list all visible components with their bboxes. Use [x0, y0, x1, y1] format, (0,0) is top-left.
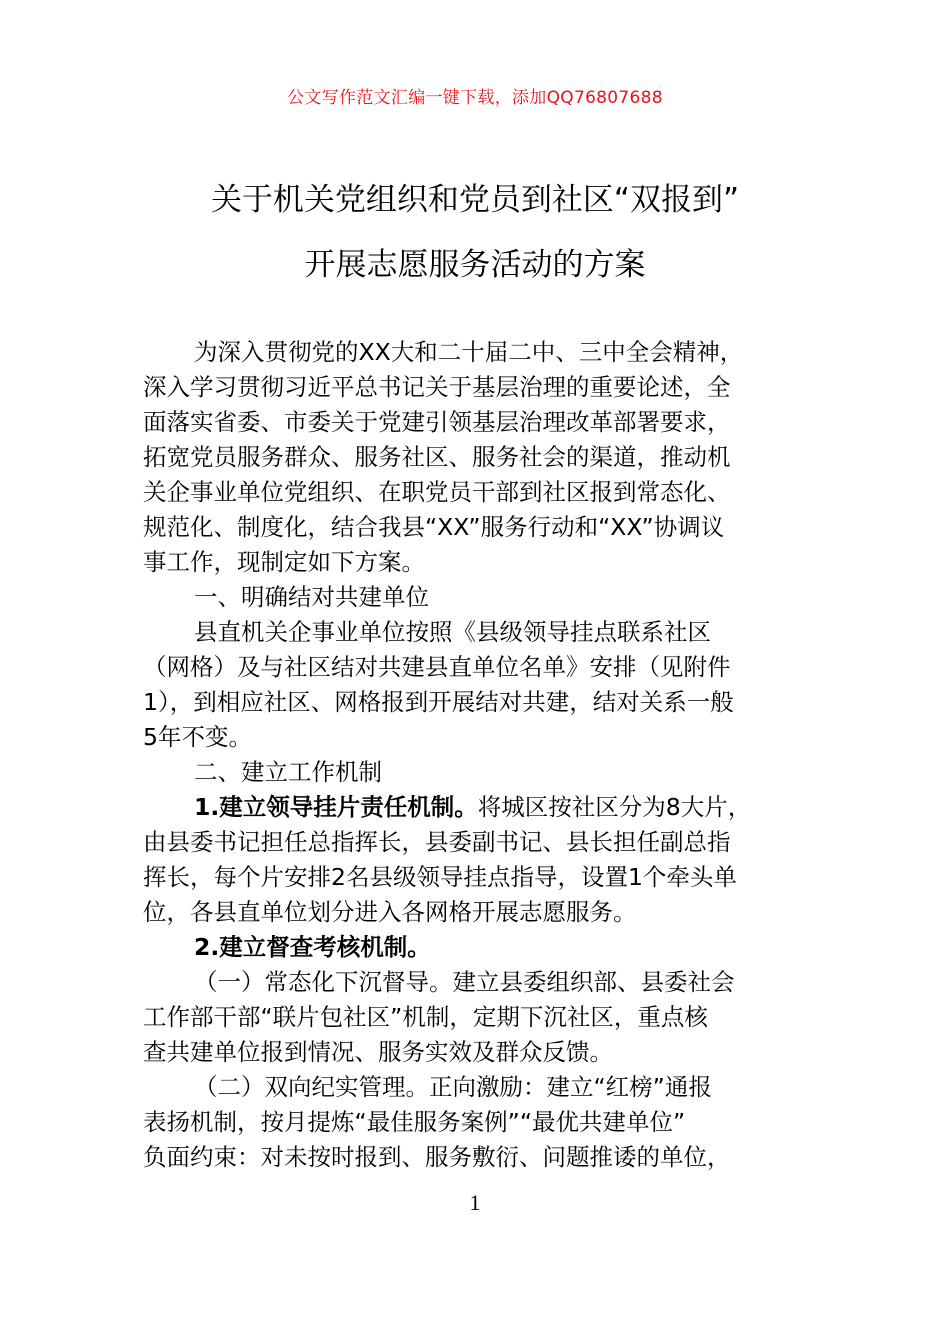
paragraph-5-line: 表扬机制，按月提炼“最佳服务案例”“最优共建单位”	[143, 1108, 686, 1136]
intro-line: 关企事业单位党组织、在职党员干部到社区报到常态化、	[143, 478, 731, 506]
paragraph-5-line: （二）双向纪实管理。正向激励：建立“红榜”通报	[194, 1073, 712, 1101]
intro-line: 拓宽党员服务群众、服务社区、服务社会的渠道，推动机	[143, 443, 731, 471]
document-title-line-2: 开展志愿服务活动的方案	[304, 247, 646, 283]
paragraph-2-line: 挥长，每个片安排2名县级领导挂点指导，设置1个牵头单	[143, 863, 737, 891]
paragraph-2-line: 由县委书记担任总指挥长，县委副书记、县长担任副总指	[143, 828, 731, 856]
mechanism-1-heading: 1.建立领导挂片责任机制。	[194, 793, 478, 821]
paragraph-1-line: 5年不变。	[143, 723, 252, 751]
paragraph-2-first-line	[143, 790, 823, 825]
download-banner: 公文写作范文汇编一键下载，添加QQ76807688	[287, 88, 663, 108]
page-number: 1	[469, 1190, 481, 1215]
paragraph-4-line: 查共建单位报到情况、服务实效及群众反馈。	[143, 1038, 613, 1066]
section-heading-1: 一、明确结对共建单位	[194, 583, 429, 611]
mechanism-2-heading: 2.建立督查考核机制。	[194, 933, 431, 961]
intro-line: 为深入贯彻党的XX大和二十届二中、三中全会精神，	[194, 338, 744, 366]
document-title-line-1: 关于机关党组织和党员到社区“双报到”	[210, 182, 740, 218]
section-heading-2: 二、建立工作机制	[194, 758, 382, 786]
paragraph-4-line: 工作部干部“联片包社区”机制，定期下沉社区，重点核	[143, 1003, 708, 1031]
intro-line: 规范化、制度化，结合我县“XX”服务行动和“XX”协调议	[143, 513, 725, 541]
paragraph-4-line: （一）常态化下沉督导。建立县委组织部、县委社会	[194, 968, 735, 996]
paragraph-2-line: 位，各县直单位划分进入各网格开展志愿服务。	[143, 898, 637, 926]
intro-line: 事工作，现制定如下方案。	[143, 548, 425, 576]
paragraph-2-first-rest: 将城区按社区分为8大片，	[477, 793, 752, 821]
document-body	[143, 335, 823, 1175]
paragraph-1-line: 县直机关企事业单位按照《县级领导挂点联系社区	[194, 618, 711, 646]
paragraph-1-line: 1），到相应社区、网格报到开展结对共建，结对关系一般	[143, 688, 734, 716]
intro-line: 面落实省委、市委关于党建引领基层治理改革部署要求，	[143, 408, 731, 436]
intro-line: 深入学习贯彻习近平总书记关于基层治理的重要论述，全	[143, 373, 731, 401]
paragraph-1-line: （网格）及与社区结对共建县直单位名单》安排（见附件	[143, 653, 731, 681]
paragraph-5-line: 负面约束：对未按时报到、服务敷衍、问题推诿的单位，	[143, 1143, 731, 1171]
